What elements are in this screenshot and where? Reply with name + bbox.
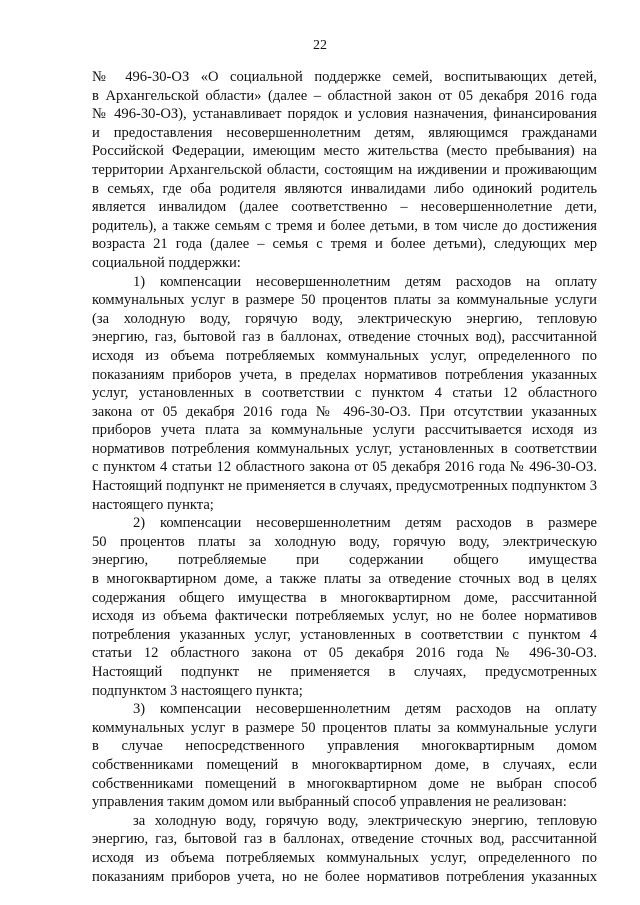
text-line: статьи 12 областного закона от 05 декабря 2016 года № 496-30-ОЗ. [92, 645, 597, 662]
text-line: за холодную воду, горячую воду, электрическую энергию, тепловую [133, 812, 597, 829]
text-line: возраста 21 года (далее – семья с тремя и более детьми), следующих мер [92, 236, 597, 253]
text-line: коммунальных услуг в размере 50 процентов платы за коммунальные услуги [92, 719, 597, 736]
text-line: энергию, потребляемые при содержании общего имущества [92, 552, 597, 569]
text-line: в семьях, где оба родителя являются инвалидами либо одинокий родитель [92, 180, 597, 197]
text-line: 2) компенсации несовершеннолетним детям расходов в размере [133, 515, 597, 532]
paragraph-item-1 [92, 273, 597, 515]
text-line: нормативов потребления коммунальных услуг, установленных в соответствии [92, 440, 597, 457]
text-line: услуг, установленных в соответствии с пунктом 4 статьи 12 областного [92, 385, 597, 402]
page-number: 22 [313, 38, 327, 53]
text-line: родитель), а также семьям с тремя и более детьми, в том числе до достижения [92, 217, 597, 234]
text-line: в многоквартирном доме, а также платы за отведение сточных вод в целях [92, 571, 597, 588]
text-line: является инвалидом (далее соответственно – несовершеннолетние дети, [92, 199, 597, 216]
text-line: в случае непосредственного управления многоквартирным домом [92, 738, 597, 755]
text-line: содержания общего имущества в многоквартирном доме, рассчитанной [92, 589, 597, 606]
text-line: подпунктом 3 настоящего пункта; [92, 682, 303, 699]
text-line: настоящего пункта; [92, 496, 214, 513]
text-line: энергию, газ, бытовой газ в баллонах, отведение сточных вод), рассчитанной [92, 329, 597, 346]
document-body [92, 68, 597, 886]
text-line: Настоящий подпункт не применяется в случаях, предусмотренных [92, 664, 597, 680]
text-line: приборов учета плата за коммунальные услуги рассчитывается исходя из [92, 422, 597, 439]
text-line: исходя из объема потребляемых коммунальных услуг, определенного по [92, 849, 597, 866]
text-line: в Архангельской области» (далее – областной закон от 05 декабря 2016 года [92, 87, 597, 104]
paragraph-item-2 [92, 514, 597, 700]
text-line: собственниками помещений в многоквартирном доме не выбран способ [92, 775, 597, 792]
text-line: № 496-30-ОЗ), устанавливает порядок и условия назначения, финансирования [92, 106, 597, 123]
text-line: 50 процентов платы за холодную воду, горячую воду, электрическую [92, 533, 597, 550]
paragraph-item-3-sub [92, 812, 597, 886]
text-line: энергию, газ, бытовой газ в баллонах, отведение сточных вод, рассчитанной [92, 831, 597, 848]
text-line: и предоставления несовершеннолетним детям, являющимся гражданами [92, 124, 597, 141]
paragraph-item-3 [92, 700, 597, 812]
paragraph-intro [92, 68, 597, 273]
text-line: Российской Федерации, имеющим место жительства (место пребывания) на [92, 143, 597, 160]
text-line: показаниям приборов учета, в пределах нормативов потребления указанных [92, 366, 597, 383]
text-line: с пунктом 4 статьи 12 областного закона от 05 декабря 2016 года № 496-30-ОЗ. [92, 459, 597, 476]
text-line: (за холодную воду, горячую воду, электрическую энергию, тепловую [92, 310, 597, 327]
text-line: Настоящий подпункт не применяется в случаях, предусмотренных подпунктом 3 [92, 478, 597, 495]
text-line: потребления указанных услуг, установленных в соответствии с пунктом 4 [92, 626, 597, 643]
text-line: территории Архангельской области, состоящим на иждивении и проживающим [92, 161, 597, 178]
text-line: собственниками помещений в многоквартирном доме, в случаях, если [92, 756, 597, 773]
text-line: показаниям приборов учета, но не более нормативов потребления указанных [92, 868, 597, 885]
text-line: управления таким домом или выбранный способ управления не реализован: [92, 794, 567, 811]
text-line: 1) компенсации несовершеннолетним детям расходов на оплату [133, 273, 597, 290]
text-line: № 496-30-ОЗ «О социальной поддержке семей, воспитывающих детей, [92, 69, 597, 85]
text-line: исходя из объема потребляемых коммунальных услуг, определенного по [92, 347, 597, 364]
text-line: коммунальных услуг в размере 50 процентов платы за коммунальные услуги [92, 292, 597, 309]
text-line: исходя из объема фактически потребляемых услуг, но не более нормативов [92, 608, 597, 625]
text-line: 3) компенсации несовершеннолетним детям расходов на оплату [133, 701, 597, 718]
text-line: закона от 05 декабря 2016 года № 496-30-ОЗ. При отсутствии указанных [92, 403, 597, 420]
text-line: социальной поддержки: [92, 254, 241, 271]
